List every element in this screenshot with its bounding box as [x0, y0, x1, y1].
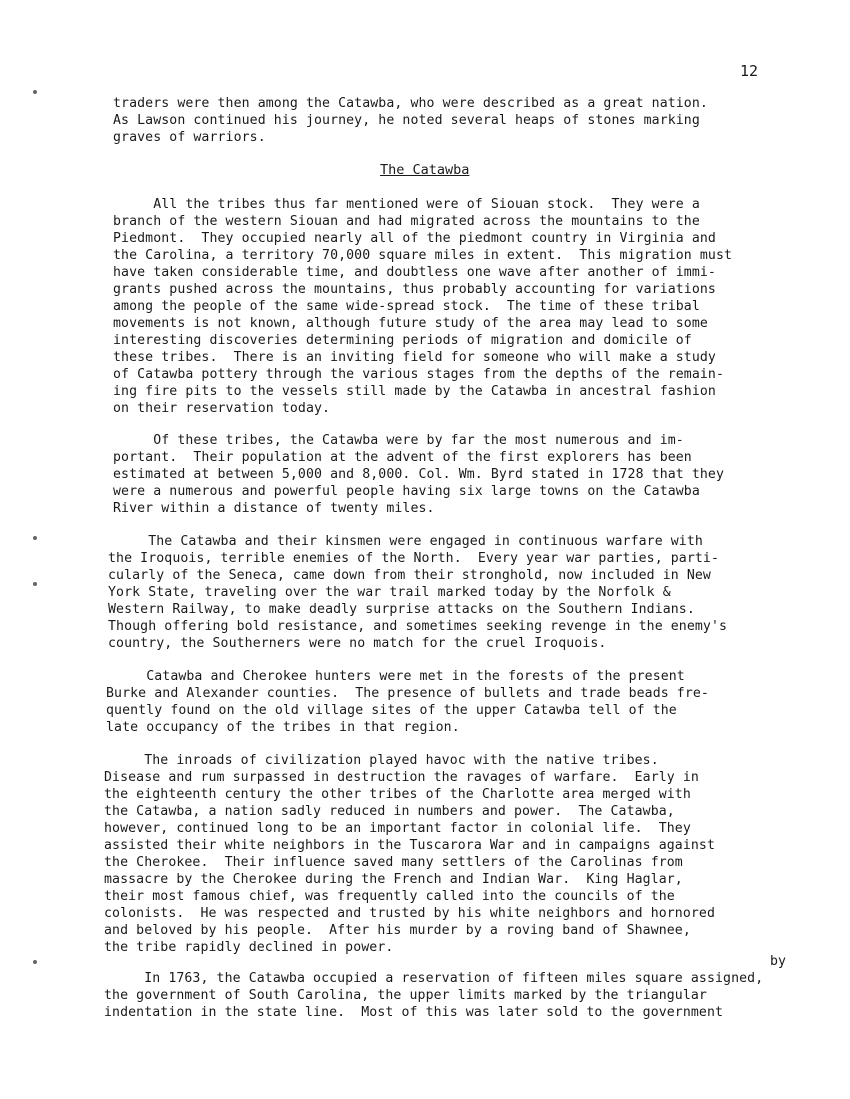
text-line: Piedmont. They occupied nearly all of the piedmont country in Virginia and — [113, 231, 716, 246]
text-line: the eighteenth century the other tribes of the Charlotte area merged with — [104, 787, 691, 802]
text-line: Burke and Alexander counties. The presence of bullets and trade beads fre- — [106, 686, 709, 701]
text-line: their most famous chief, was frequently called into the councils of the — [104, 889, 675, 904]
inserted-word: by — [770, 954, 787, 969]
text-line: Catawba and Cherokee hunters were met in the forests of the present — [106, 669, 685, 684]
text-line: portant. Their population at the advent of the first explorers has been — [113, 450, 692, 465]
text-line: The inroads of civilization played havoc with the native tribes. — [104, 753, 659, 768]
text-line: York State, traveling over the war trail marked today by the Norfolk & — [108, 585, 671, 600]
text-line: As Lawson continued his journey, he noted several heaps of stones marking — [113, 113, 700, 128]
text-line: movements is not known, although future study of the area may lead to some — [113, 316, 708, 331]
margin-speck — [33, 536, 37, 540]
text-line: graves of warriors. — [113, 130, 266, 145]
text-line: quently found on the old village sites of the upper Catawba tell of the — [106, 703, 677, 718]
text-line: and beloved by his people. After his murder by a roving band of Shawnee, — [104, 923, 691, 938]
text-line: ing fire pits to the vessels still made by the Catawba in ancestral fashion — [113, 384, 716, 399]
margin-speck — [33, 960, 37, 964]
text-line: the tribe rapidly declined in power. — [104, 940, 394, 955]
text-line: Disease and rum surpassed in destruction the ravages of warfare. Early in — [104, 770, 699, 785]
text-line: traders were then among the Catawba, who were described as a great nation. — [113, 96, 708, 111]
text-line: massacre by the Cherokee during the French and Indian War. King Haglar, — [104, 872, 683, 887]
text-line: grants pushed across the mountains, thus probably accounting for variations — [113, 282, 716, 297]
text-line: cularly of the Seneca, came down from their stronghold, now included in New — [108, 568, 711, 583]
text-line: the Carolina, a territory 70,000 square miles in extent. This migration must — [113, 248, 733, 263]
text-line: Of these tribes, the Catawba were by far the most numerous and im- — [113, 433, 684, 448]
text-line: colonists. He was respected and trusted by his white neighbors and hornored — [104, 906, 716, 921]
text-line: In 1763, the Catawba occupied a reservation of fifteen miles square assigned, — [104, 971, 764, 986]
text-line: these tribes. There is an inviting field for someone who will make a study — [113, 350, 716, 365]
text-line: late occupancy of the tribes in that region. — [106, 720, 460, 735]
text-line: the government of South Carolina, the upper limits marked by the triangular — [104, 988, 707, 1003]
text-line: among the people of the same wide-spread stock. The time of these tribal — [113, 299, 700, 314]
margin-speck — [33, 582, 37, 586]
text-line: The Catawba and their kinsmen were engaged in continuous warfare with — [108, 534, 703, 549]
text-line: however, continued long to be an important factor in colonial life. They — [104, 821, 691, 836]
page-number: 12 — [740, 62, 759, 80]
section-heading: The Catawba — [380, 162, 470, 178]
text-line: branch of the western Siouan and had migrated across the mountains to the — [113, 214, 700, 229]
text-line: of Catawba pottery through the various stages from the depths of the remain- — [113, 367, 725, 382]
text-line: have taken considerable time, and doubtless one wave after another of immi- — [113, 265, 716, 280]
text-line: interesting discoveries determining periods of migration and domicile of — [113, 333, 692, 348]
text-line: estimated at between 5,000 and 8,000. Col. Wm. Byrd stated in 1728 that they — [113, 467, 725, 482]
text-line: All the tribes thus far mentioned were of Siouan stock. They were a — [113, 197, 700, 212]
text-line: country, the Southerners were no match for the cruel Iroquois. — [108, 636, 607, 651]
text-line: were a numerous and powerful people having six large towns on the Catawba — [113, 484, 700, 499]
text-line: assisted their white neighbors in the Tuscarora War and in campaigns against — [104, 838, 716, 853]
text-line: on their reservation today. — [113, 401, 331, 416]
text-line: the Iroquois, terrible enemies of the North. Every year war parties, parti- — [108, 551, 720, 566]
text-line: indentation in the state line. Most of this was later sold to the government — [104, 1005, 724, 1020]
text-line: the Cherokee. Their influence saved many settlers of the Carolinas from — [104, 855, 683, 870]
text-line: the Catawba, a nation sadly reduced in numbers and power. The Catawba, — [104, 804, 675, 819]
text-line: Western Railway, to make deadly surprise attacks on the Southern Indians. — [108, 602, 695, 617]
margin-speck — [33, 90, 37, 94]
text-line: Though offering bold resistance, and sometimes seeking revenge in the enemy's — [108, 619, 728, 634]
text-line: River within a distance of twenty miles. — [113, 501, 435, 516]
